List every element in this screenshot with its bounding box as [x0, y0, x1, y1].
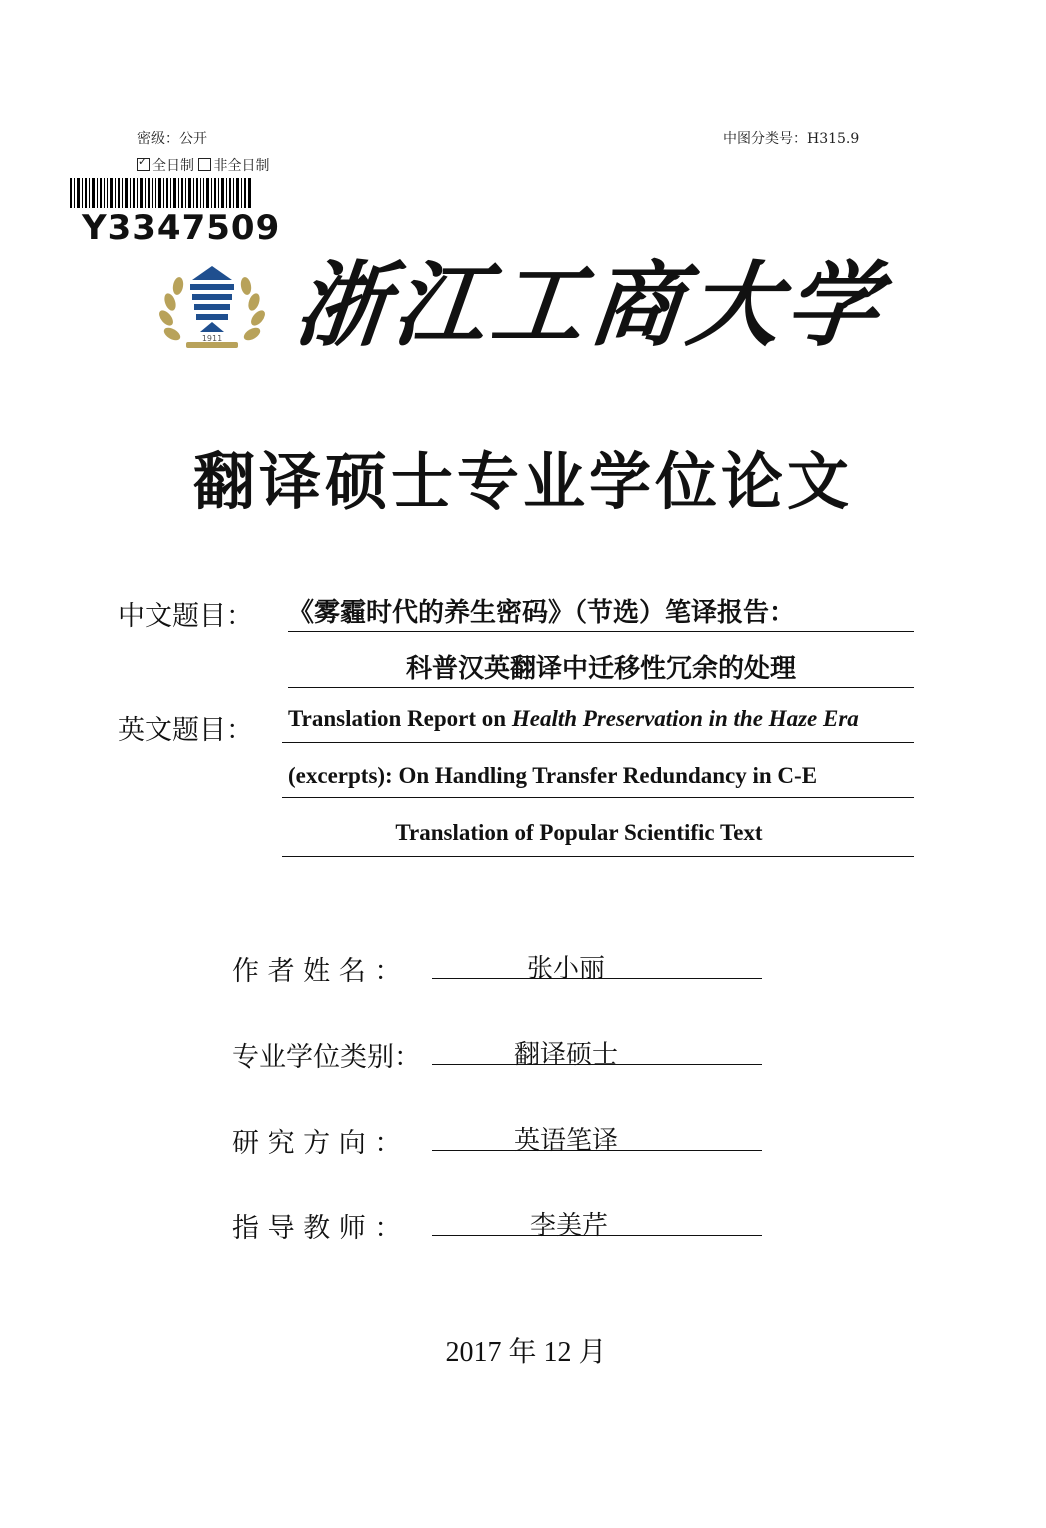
english-title-plain: Translation Report on: [288, 706, 512, 731]
chinese-title-line-2: 科普汉英翻译中迁移性冗余的处理: [405, 654, 796, 684]
barcode-number: Y3347509: [82, 208, 281, 248]
degree-category-label: 专业学位类别：: [232, 1042, 421, 1073]
date-year-unit: 年: [508, 1335, 537, 1368]
english-title-rule-2: [282, 797, 914, 798]
supervisor-value: 李美芹: [529, 1211, 608, 1241]
part-time-checkbox: [198, 158, 211, 171]
degree-title: 翻译硕士专业学位论文: [192, 445, 853, 518]
research-direction-rule: [432, 1150, 762, 1151]
date-month-unit: 月: [578, 1335, 607, 1368]
supervisor-label: 指 导 教 师 ：: [232, 1213, 402, 1244]
author-rule: [432, 978, 762, 979]
chinese-title-line-1: 《雾霾时代的养生密码》（节选）笔译报告：: [288, 598, 796, 628]
english-title-line-2: (excerpts): On Handling Transfer Redundancy in C-E: [288, 763, 818, 788]
date-year: 2017: [445, 1337, 502, 1368]
degree-category-value: 翻译硕士: [513, 1040, 618, 1070]
english-title-line-3: Translation of Popular Scientific Text: [395, 820, 763, 845]
english-title-line-1: [288, 706, 859, 732]
english-title-italic: Health Preservation in the Haze Era: [511, 706, 859, 731]
submission-date: [0, 1330, 1046, 1370]
full-time-checkbox: [137, 158, 150, 171]
english-title-rule-3: [282, 856, 914, 857]
research-direction-value: 英语笔译: [513, 1126, 618, 1156]
english-title-rule-1: [282, 742, 914, 743]
classification-number: 中图分类号：H315.9: [723, 131, 860, 147]
chinese-title-rule-2: [288, 687, 914, 688]
author-label: 作 者 姓 名 ：: [232, 956, 402, 987]
study-mode: [137, 155, 269, 175]
author-value: 张小丽: [526, 954, 605, 984]
date-month: 12: [543, 1337, 572, 1368]
chinese-title-rule-1: [288, 631, 914, 632]
emblem-year: 1911: [201, 334, 223, 343]
secrecy-level: 密级：公开: [137, 131, 207, 147]
research-direction-label: 研 究 方 向 ：: [232, 1128, 402, 1159]
supervisor-rule: [432, 1235, 762, 1236]
university-name: 浙江工商大学: [290, 251, 890, 359]
chinese-title-label: 中文题目：: [118, 601, 253, 632]
english-title-label: 英文题目：: [118, 715, 253, 746]
full-time-label: 全日制: [152, 158, 194, 174]
part-time-label: 非全日制: [213, 158, 270, 174]
degree-category-rule: [432, 1064, 762, 1065]
university-emblem-icon: [156, 262, 268, 354]
